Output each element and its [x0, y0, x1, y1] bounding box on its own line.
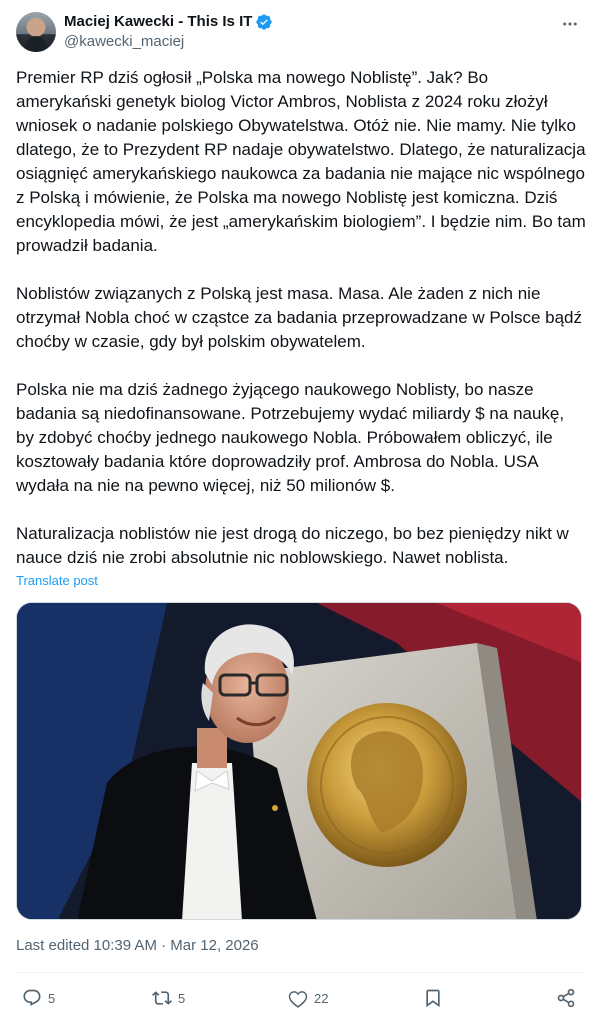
name-row [64, 12, 273, 32]
share-network-icon [556, 988, 576, 1008]
divider [16, 972, 582, 973]
more-dots-icon [561, 15, 579, 33]
verified-badge-icon [255, 13, 273, 31]
like-count: 22 [314, 990, 329, 1006]
author-names [64, 12, 273, 52]
tweet-paragraph: Noblistów związanych z Polską jest masa. Masa. Ale żaden z nich nie otrzymał Nobla choć w cząstce za badania przeprowadzane w Polsce bądź choćby w czasie, gdy był polskim obywatelem. [16, 284, 583, 351]
author-display-name[interactable]: Maciej Kawecki - This Is IT [64, 13, 253, 30]
heart-icon [288, 988, 308, 1008]
tweet-text [16, 66, 586, 570]
tweet-photo[interactable] [16, 602, 582, 920]
tweet-header [16, 12, 582, 56]
reply-icon [22, 988, 42, 1008]
reply-button[interactable] [22, 986, 55, 1010]
post-timestamp[interactable]: Last edited 10:39 AM · Mar 12, 2026 [16, 937, 259, 954]
like-button[interactable] [288, 986, 328, 1010]
tweet-paragraph: Naturalizacja noblistów nie jest drogą do niczego, bo bez pieniędzy nikt w nauce dziś nie zrobi absolutnie nic noblowskiego. Nawet noblista. [16, 524, 569, 567]
share-button[interactable] [556, 986, 576, 1010]
translate-post-link[interactable]: Translate post [16, 573, 98, 588]
author-handle[interactable]: @kawecki_maciej [64, 33, 185, 50]
tweet-paragraph: Polska nie ma dziś żadnego żyjącego naukowego Noblisty, bo nasze badania są niedofinansowane. Potrzebujemy wydać miliardy $ na naukę, by zdobyć choćby jednego naukowego Nobla. Próbowałem obliczyć, ile kosztowały badania które doprowadziły prof. Ambrosa do Nobla. USA wydała na nie na pewno więcej, niż 50 milionów $. [16, 380, 565, 495]
action-bar [16, 986, 582, 1010]
repost-count: 5 [178, 990, 186, 1006]
more-options-button[interactable] [558, 12, 582, 36]
bookmark-icon [423, 988, 443, 1008]
bookmark-button[interactable] [423, 986, 443, 1010]
photo-nobel-laureate [17, 603, 582, 920]
avatar[interactable] [16, 12, 56, 52]
repost-button[interactable] [152, 986, 185, 1010]
reply-count: 5 [48, 990, 56, 1006]
repost-icon [152, 988, 172, 1008]
tweet-paragraph: Premier RP dziś ogłosił „Polska ma nowego Noblistę”. Jak? Bo amerykański genetyk biolog Victor Ambros, Noblista z 2024 roku złożył wniosek o nadanie polskiego Obywatelstwa. Otóż nie. Nie mamy. Nie tylko dlatego, że to Prezydent RP nadaje obywatelstwo. Dlatego, że naturalizacja osiągnięć amerykańskiego naukowca za badania nie mające nic wspólnego z Polską i mówienie, że Polska ma nowego Noblistę jest komiczna. Dziś encyklopedia mówi, że jest „amerykańskim biologiem”. I będzie nim. Bo tam prowadził badania. [16, 68, 586, 255]
